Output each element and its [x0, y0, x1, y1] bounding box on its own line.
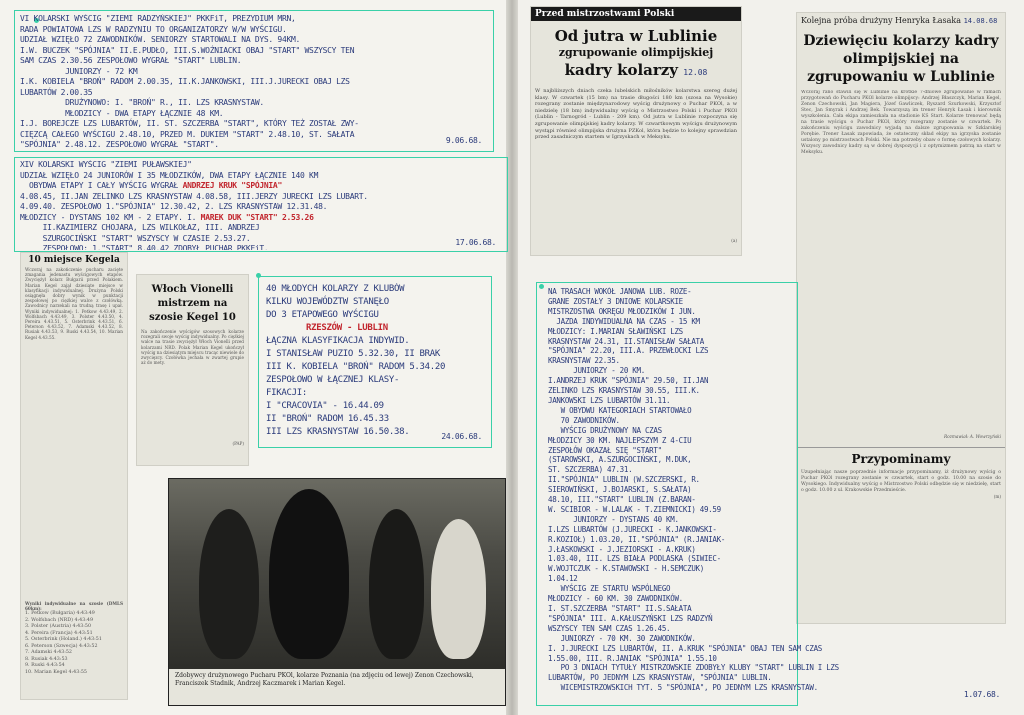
- result-row: 4. Pereira (Francja) 4:43:51: [25, 630, 93, 636]
- clip-lasak-body: Wczoraj rano stawili się w Lublinie na krótkie 7-dniowe zgrupowanie w ramach przygotowań do Pucharu PKOl kolarze olimpijscy: Andrzej Błaszczyk, Marian Kegel, Zenon Czechowski, Jan Magiera, Józef Gawliczek, Ryszard Szurkowski, Krzysztof Stec, Jan Smyrak i Andrzej Bek. Towarzyszą im trener Henryk Łasak i kierownik wyszkolenia. Cała ekipa zamieszkała na stadionie KS Start. Kolarze trenować będą na trasie wyścigu o Puchar PKOl, który rozegrany zostanie w czwartek. Po zakończeniu wyścigu zawodnicy wyjadą na dalsze zgrupowania w Szklarskiej Porębie. Trener Łasak zapowiada, że ostateczny skład ekipy na igrzyska zostanie ustalony po mistrzostwach Polski. Nie ma potrzeby obaw o formę czołowych kolarzy. Wszyscy zawodnicy kadry są w dobrej dyspozycji i z optymizmem patrzą na start w Meksyku.: [801, 90, 1001, 155]
- note-line: WSZYSCY TEN SAM CZAS 1.26.45.: [548, 623, 671, 633]
- pin-dot: [539, 284, 544, 289]
- pin-dot: [256, 273, 261, 278]
- note-line: ZESPOŁOWO W ŁĄCZNEJ KLASY-: [266, 375, 400, 385]
- note-line: KILKU WOJEWÓDZTW STANĘŁO: [266, 297, 389, 307]
- note-date: 17.06.68.: [455, 237, 496, 247]
- photo-pkol-team: [168, 478, 506, 706]
- note-line: GRANE ZOSTAŁY 3 DNIOWE KOLARSKIE: [548, 296, 683, 306]
- note-line: JANKOWSKI LZS LUBARTÓW 31.11.: [548, 395, 671, 405]
- note-line: 1.55.00, III. R.JANIAK "SPÓJNIA" 1.55.10: [548, 653, 717, 663]
- note-line: "SPÓJNIA" 22.20, III.A. PRZEWŁOCKI LZS: [548, 346, 709, 356]
- note-line: MŁODZICY - 60 KM. 30 ZAWODNIKÓW.: [548, 594, 683, 604]
- note-line: WYŚCIG ZE STARTU WSPÓLNEGO: [548, 584, 671, 594]
- note-line: KRASNYSTAW 22.35.: [548, 356, 620, 366]
- note-line: W OBYDWU KATEGORIACH STARTOWAŁO: [548, 405, 692, 415]
- note-line: W.WOJTCZUK - K.STAWOWSKI - H.SEMCZUK): [548, 564, 704, 574]
- clip-kegel-results: [21, 611, 127, 676]
- note-line: FIKACJI:: [266, 388, 307, 398]
- note-line: JAZDA INDYWIDUALNA NA CZAS - 15 KM: [548, 316, 700, 326]
- note-line: I.J. BOREJCZE LZS LUBARTÓW, II. ST. SZCZERBA "START", KTÓRY TEŻ ZOSTAŁ ZWY-: [20, 119, 359, 128]
- note-line: ZESPOŁÓW OKAZAŁ SIĘ "START": [548, 445, 662, 455]
- note-line: III K. KOBIELA "BROŃ" RADOM 5.34.20: [266, 362, 446, 372]
- result-row: 3. Polster (Austria) 4:43:50: [25, 624, 91, 630]
- note-line: PO 3 DNIACH TYTUŁY MISTRZOWSKIE ZDOBYŁY KLUBY "START" LUBLIN I LZS: [548, 663, 839, 673]
- clip-olymp-title-1: Od jutra w Lublinie: [554, 27, 718, 45]
- clip-lasak-box-body: Uzupełniając nasze poprzednie informacje przypominamy, iż drużynowy wyścig o Puchar PKOl rozegrany zostanie w czwartek, start o godz. 10.00 na szosie do Wysokiego. Indywidualny wyścig o Mistrzostwo Polski odbędzie się w niedzielę, start o godz. 10.00 z ul. Krakowskie Przedmieście.: [801, 470, 1001, 494]
- note-title: XIV KOLARSKI WYŚCIG "ZIEMI PUŁAWSKIEJ": [20, 160, 192, 169]
- note-line: W. SCIBIOR - W.LALAK - T.ZIEMNICKI) 49.59: [548, 504, 721, 514]
- clip-vionelli-title: Włoch Vionelli mistrzem na szosie Kegel 10: [149, 284, 236, 323]
- result-row: 10. Marian Kegel 4:43:55: [25, 669, 87, 675]
- album-spine: [506, 0, 518, 715]
- note-line: JUNIORZY - 20 KM.: [548, 366, 645, 376]
- note-line: JUNIORZY - DYSTANS 40 KM.: [548, 514, 679, 524]
- note-line: OBYDWA ETAPY I CAŁY WYŚCIG WYGRAŁ ANDRZEJ KRUK "SPÓJNIA": [20, 181, 282, 190]
- result-row: 8. Rusiak 4:43:53: [25, 656, 68, 662]
- note-line: DO 3 ETAPOWEGO WYŚCIGU: [266, 310, 379, 320]
- clip-lasak-box-title: Przypominamy: [797, 447, 1005, 466]
- rider-silhouette: [369, 509, 424, 659]
- note-date: 1.07.68.: [963, 690, 1000, 700]
- note-line: SZURGOCIŃSKI "START" WSZYSCY W CZASIE 2.53.27.: [20, 233, 251, 243]
- note-line: R.KOZIOŁ) 1.03.20, II."SPÓJNIA" (R.JANIAK-: [548, 534, 726, 544]
- note-line: J.ŁASKOWSKI - J.JEZIORSKI - A.KRUK): [548, 544, 696, 554]
- clip-lasak-title: Dziewięciu kolarzy kadry olimpijskiej na zgrupowaniu w Lublinie: [803, 33, 999, 85]
- note-date: 24.06.68.: [441, 432, 482, 441]
- note-line: I.LZS LUBARTÓW (J.JURECKI - K.JANKOWSKI-: [548, 524, 717, 534]
- result-row: 9. Ruski 4:43:54: [25, 663, 65, 669]
- clip-olymp-kicker: Przed mistrzostwami Polski: [531, 7, 741, 21]
- note-line: I "CRACOVIA" - 16.44.09: [266, 401, 384, 411]
- note-line: JUNIORZY - 72 KM: [20, 66, 138, 76]
- clip-vionelli-source: (PAP): [232, 441, 244, 446]
- rider-silhouette: [431, 519, 486, 659]
- note-line: III LZS KRASNYSTAW 16.50.38.: [266, 427, 410, 437]
- note-date: 9.06.68.: [445, 135, 482, 145]
- note-line: I. J.JURECKI LZS LUBARTÓW, II. A.KRUK "SPÓJNIA" OBAJ TEN SAM CZAS: [548, 643, 823, 653]
- note-line: UDZIAŁ WZIĘŁO 24 JUNIORÓW I 35 MŁODZIKÓW, DWA ETAPY ŁĄCZNIE 140 KM: [20, 170, 319, 180]
- note-line: II."SPÓJNIA" LUBLIN (W.SZCZERSKI, R.: [548, 475, 700, 485]
- note-radzyn-handwritten: [20, 14, 488, 148]
- note-line: RADA POWIATOWA LZS W RADZYNIU TO ORGANIZATORZY W/W WYŚCIGU.: [20, 24, 287, 34]
- note-line: I. ST.SZCZERBA "START" II.S.SAŁATA: [548, 604, 692, 613]
- photo-caption: Zdobywcy drużynowego Pucharu PKOl, kolarze Poznania (na zdjęciu od lewej) Zenon Czechowski, Franciszek Stadnik, Andrzej Kaczmarek i Marian Kegel.: [169, 669, 505, 705]
- clip-olymp-source: (a): [731, 238, 737, 243]
- result-row: 7. Adamski 4:43:52: [25, 650, 72, 656]
- note-line: I.ANDRZEJ KRUK "SPÓJNIA" 29.50, II.JAN: [548, 376, 709, 386]
- winner-highlight: ANDRZEJ KRUK "SPÓJNIA": [182, 181, 282, 190]
- note-line: DRUŻYNOWO: I. "BROŃ" R., II. LZS KRASNYSTAW.: [20, 98, 264, 107]
- note-line: CIĘZCĄ CAŁEGO WYŚCIGU 2.48.10, PRZED M. DUKIEM "START" 2.48.10, ST. SAŁATA: [20, 129, 355, 139]
- route-highlight: RZESZÓW - LUBLIN: [306, 323, 388, 333]
- note-line: "SPÓJNIA" 2.48.12. ZESPOŁOWO WYGRAŁ "START".: [20, 140, 219, 148]
- note-line: ZELINKO LZS KRASNYSTAW 30.55, III.K.: [548, 386, 700, 396]
- note-line: I.W. BUCZEK "SPÓJNIA" II.E.PUDŁO, III.S.WOŹNIACKI OBAJ "START" WSZYSCY TEN: [20, 45, 355, 55]
- note-line: MŁODZICY - DWA ETAPY ŁĄCZNIE 48 KM.: [20, 108, 224, 118]
- note-line: NA TRASACH WOKÓŁ JANOWA LUB. ROZE-: [548, 287, 692, 296]
- note-line: LUBARTÓW 2.00.35: [20, 87, 93, 97]
- clip-kegel-title: 10 miejsce Kegela: [28, 255, 120, 265]
- note-line: 48.10, III."START" LUBLIN (Z.BARAN-: [548, 495, 696, 505]
- note-janow-handwritten: [548, 287, 1006, 702]
- note-rzeszow-handwritten: [266, 283, 488, 445]
- clip-lasak-kicker: Kolejna próba drużyny Henryka Łasaka: [801, 16, 962, 25]
- note-line: 1.03.40, III. LZS BIAŁA PODLASKA (SIWIEC-: [548, 554, 721, 564]
- clip-vionelli: [136, 274, 249, 466]
- clip-lasak-pen-date: 14.08.68: [963, 17, 998, 25]
- note-line: 4.09.40. ZESPOŁOWO 1."SPÓJNIA" 12.30.42, 2. LZS KRASNYSTAW 12.31.48.: [20, 202, 328, 211]
- clip-lasak-box-source: (m): [993, 494, 1001, 500]
- note-line: "SPÓJNIA" III. A.KAŁUSZYŃSKI LZS RADZYŃ: [548, 613, 713, 623]
- rider-silhouette: [199, 509, 259, 659]
- note-line: 1.04.12: [548, 574, 578, 584]
- result-row: 1. Petkow (Bułgaria) 4:43:49: [25, 611, 95, 617]
- clip-kegel-body: Wczoraj na zakończenie pucharu zacięte zmagania jedenastu wyścigowych etapów. Zwyciężył kolarz Bułgarii przed Polakiem. Marian Kegel zajął dziesiąte miejsce w klasyfikacji indywidualnej. Drużyna Polski osiągnęła dobry wynik w punktacji zespołowej po ciężkiej walce z czołówką. Zawodnicy narzekali na trudną trasę i upał. Wyniki indywidualnej: 1. Petkow 4.43.49, 2. Wolfsbach 4.43.49, 3. Polster 4.43.50, 4. Pereira 4.43.51, 5. Osterbrink 4.43.51, 6. Peterson 4.43.52, 7. Adamski 4.43.52, 8. Rusiak 4.43.53, 9. Ruski 4.43.54, 10. Marian Kegel 4.43.55.: [25, 267, 123, 340]
- note-line: ST. SZCZERBA) 47.31.: [548, 465, 633, 475]
- note-line: 4.08.45, II.JAN ZELINKO LZS KRASNYSTAW 4.08.58, III.JERZY JURECKI LZS LUBART.: [20, 191, 368, 201]
- note-line: MŁODZICY - DYSTANS 102 KM - 2 ETAPY. I. MAREK DUK "START" 2.53.26: [20, 212, 314, 222]
- note-line: SAM CZAS 2.30.56 ZESPOŁOWO WYGRAŁ "START" LUBLIN.: [20, 56, 242, 65]
- clip-lasak-signature: Rozmawiał: A. Wowrzyński: [944, 434, 1001, 439]
- note-line: UDZIAŁ WZIĘŁO 72 ZAWODNIKÓW. SENIORZY STARTOWALI NA DYS. 94KM.: [20, 35, 301, 44]
- note-line: WYŚCIG DRUŻYNOWY NA CZAS: [548, 425, 662, 435]
- note-line: 40 MŁODYCH KOLARZY Z KLUBÓW: [266, 284, 405, 294]
- note-line: MŁODZICY: I.MARIAN SŁAWIŃSKI LZS: [548, 326, 683, 336]
- note-line: (STAROWSKI, A.SZURGOCIŃSKI, M.DUK,: [548, 455, 692, 465]
- note-line: LUBARTÓW, PO JEDNYM LZS KRASNYSTAW, "SPÓJNIA" LUBLIN.: [548, 673, 772, 683]
- note-line: ZESPOŁOWO: 1."START" 8.40.42 ZDOBYŁ PUCHAR PKKFiT.: [20, 244, 269, 250]
- clip-kegel-10: [20, 252, 128, 700]
- note-line: VI KOLARSKI WYŚCIG "ZIEMI RADZYŃSKIEJ" PKKFiT, PREZYDIUM MRN,: [20, 14, 296, 23]
- clip-vionelli-body: Na zakończenie wyścigów szosowych kolarze rozegrali swoje wyścig indywidualny. Po ciężkiej walce na trasie zwyciężył Włoch Vionelli przed kolarzami NRD. Polak Marian Kegel ukończył wyścig na dziesiątym miejscu tracąc niewiele do zwycięzcy. Czołówka jechała w zwartej grupie aż do mety.: [141, 329, 244, 366]
- note-line: II.KAZIMIERZ CHOJARA, LZS WILKOŁAZ, III. ANDRZEJ: [20, 223, 260, 232]
- winner-highlight: MAREK DUK "START" 2.53.26: [200, 212, 314, 222]
- clip-olymp-title-3: kadry kolarzy 12.08: [564, 61, 708, 79]
- note-line: SIEROWIŃSKI, J.BOJARSKI, S.SAŁATA): [548, 485, 692, 495]
- result-row: 6. Peterson (Szwecja) 4:43:52: [25, 643, 98, 649]
- note-line: ŁĄCZNA KLASYFIKACJA INDYWID.: [266, 336, 410, 346]
- result-row: 2. Wolfsbach (NRD) 4:43:49: [25, 617, 94, 623]
- note-line: KRASNYSTAW 24.31, II.STANISŁAW SAŁATA: [548, 336, 704, 346]
- result-row: 5. Osterbrink (Holand.) 4:43:51: [25, 637, 102, 643]
- note-line: MŁODZICY 30 KM. NAJLEPSZYM Z 4-CIU: [548, 435, 692, 445]
- clip-olympic-camp: [530, 6, 742, 256]
- note-line: I.K. KOBIELA "BROŃ" RADOM 2.00.35, II.K.JANKOWSKI, III.J.JURECKI OBAJ LZS: [20, 77, 350, 86]
- clip-kegel-results-label: Wyniki indywidualne na szosie (DMLS 60km):: [25, 601, 123, 612]
- clip-olymp-pen-date: 12.08: [683, 68, 708, 77]
- note-line: 70 ZAWODNIKÓW.: [548, 415, 620, 425]
- clip-olymp-title-2: zgrupowanie olimpijskiej: [558, 46, 714, 59]
- rider-silhouette: [269, 489, 349, 659]
- note-line: I STANISŁAW PUZIO 5.32.30, II BRAK: [266, 349, 441, 359]
- note-line: WICEMISTRZOWSKICH TYT. 5 "SPÓJNIA", PO JEDNYM LZS KRASNYSTAW.: [548, 683, 818, 693]
- clip-olymp-body: W najbliższych dniach czeka lubelskich miłośników kolarstwa szereg dużej klasy. W czwartek (15 bm) na trasie długości 180 km (szosa na Wysokie) rozegrany zostanie międzynarodowy wyścig drużynowy o Puchar PKOl, a w niedzielę (18 bm) indywidualny wyścig o Mistrzostwo Polski i Puchar PKOl (Lublin - Tarnogród - Lublin - 209 km). Od jutra w Lublinie rozpoczyna się zgrupowanie olimpijskiej kadry kolarzy. W czwartkowym wyścigu drużynowym wystąpi również olimpijska drużyna PZKol, która będzie to kolejny sprawdzian przed zasadniczym startem w Igrzyskach w Meksyku.: [535, 88, 737, 141]
- note-line: [266, 322, 488, 335]
- note-line: II "BROŃ" RADOM 16.45.33: [266, 414, 389, 424]
- note-line: JUNIORZY - 70 KM. 30 ZAWODNIKÓW.: [548, 633, 696, 643]
- note-pulawy-handwritten: [20, 160, 502, 250]
- note-line: MISTRZOSTWA OKRĘGU MŁODZIKÓW I JUN.: [548, 306, 696, 316]
